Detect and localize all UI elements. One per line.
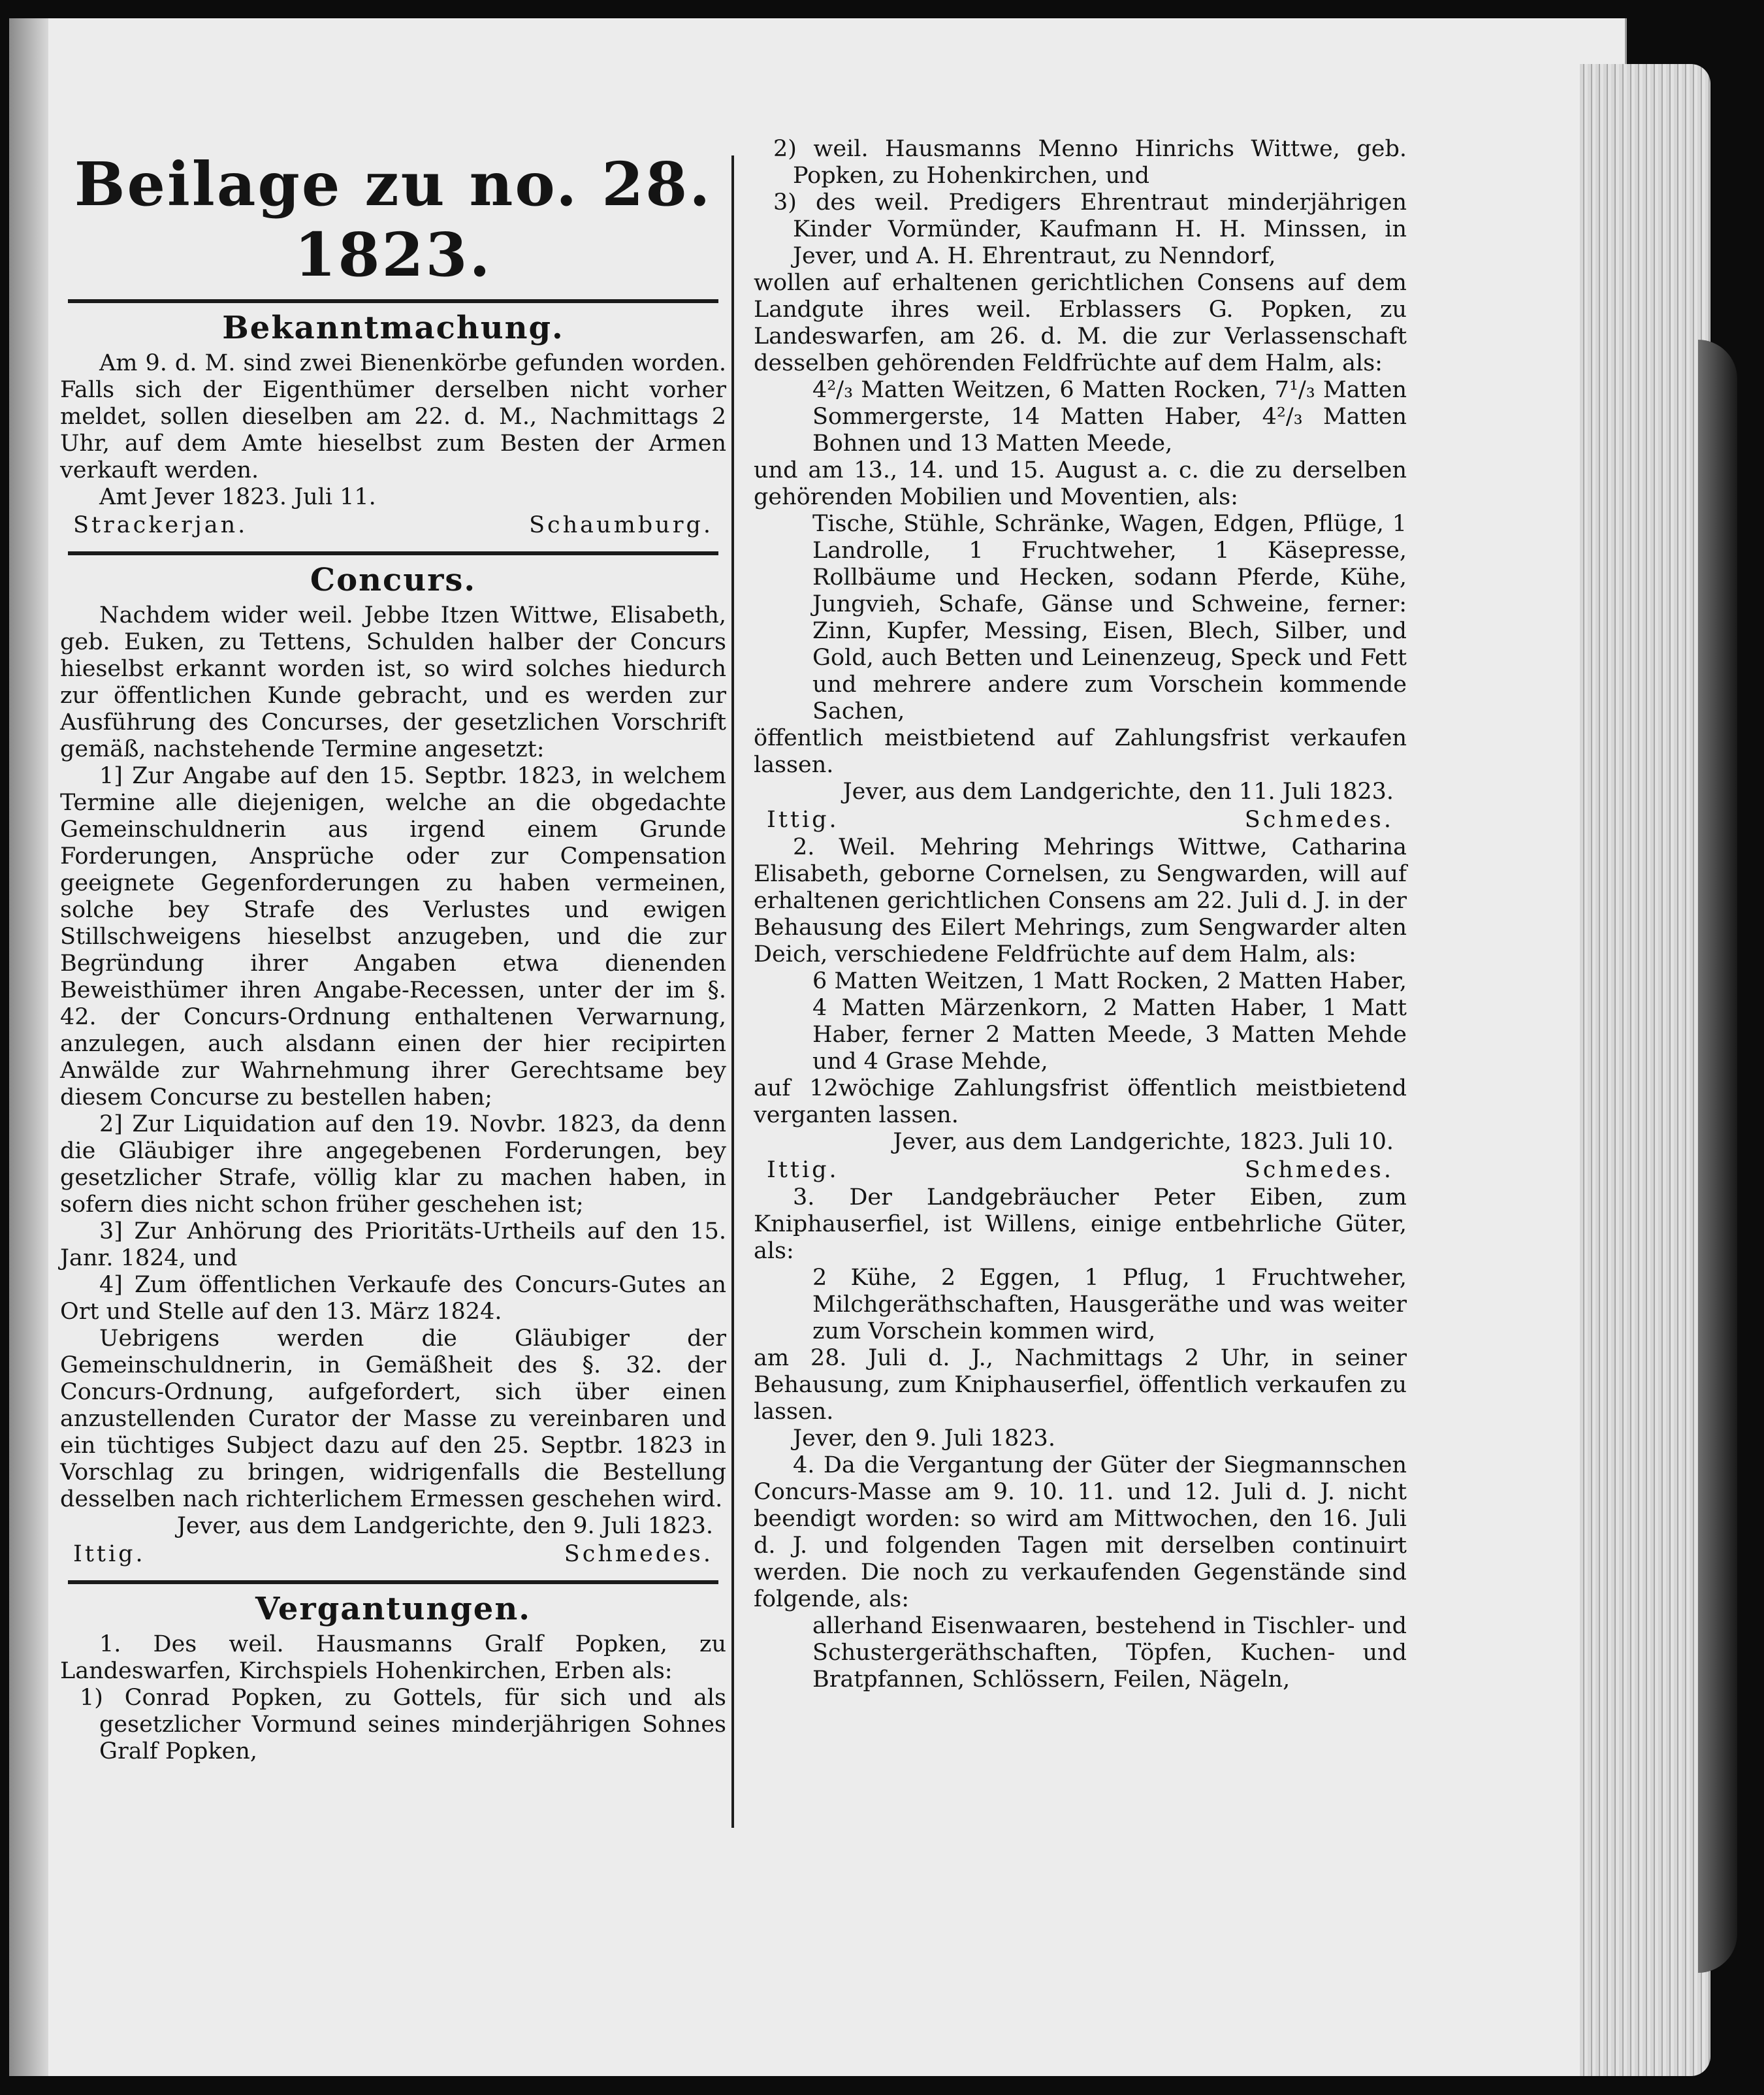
vergantung-2-end: auf 12wöchige Zahlungsfrist öffentlich meistbietend verganten lassen.: [754, 1075, 1407, 1128]
signature-strackerjan: Strackerjan.: [73, 512, 248, 538]
vergantung-4-intro: 4. Da die Vergantung der Güter der Siegmannschen Concurs-Masse am 9. 10. 11. und 12. Juli d. J. nicht beendigt worden: so wird am Mittwochen, den 16. Juli d. J. und folgenden Tagen mit derselben continuirt werden. Die noch zu verkaufenden Gegenstände sind folgende, als:: [754, 1452, 1407, 1612]
concurs-term-1: 1] Zur Angabe auf den 15. Septbr. 1823, in welchem Termine alle diejenigen, welche an die obgedachte Gemeinschuldnerin aus irgend einem Grunde Forderungen, Ansprüche oder zur Compensation geeignete Gegenforderungen zu haben vermeinen, solche bey Strafe des Verlustes und ewigen Stillschweigens hieselbst anzugeben, und die zur Begründung ihrer Angaben etwa dienenden Beweisthümer ihren Angabe-Recessen, unter der im §. 42. der Concurs-Ordnung enthaltenen Verwarnung, anzulegen, auch alsdann einen der hier recipirten Anwälde zur Wahrnehmung ihrer Gerechtsame bey diesem Concurse zu bestellen haben;: [60, 763, 726, 1111]
column-rule: [731, 155, 734, 1828]
vergantung-1-main: wollen auf erhaltenen gerichtlichen Consens auf dem Landgute ihres weil. Erblassers G. Popken, zu Landeswarfen, am 26. d. M. die zur Verlassenschaft desselben gehörenden Feldfrüchte auf dem Halm, als:: [754, 270, 1407, 376]
vergantung-2-signatures: [754, 1156, 1407, 1184]
vergantung-2-intro: 2. Weil. Mehring Mehrings Wittwe, Catharina Elisabeth, geborne Cornelsen, zu Sengwarden, will auf erhaltenen gerichtlichen Consens am 22. Juli d. J. in der Behausung des Eilert Mehrings, zum Sengwarder alten Deich, verschiedene Feldfrüchte auf dem Halm, als:: [754, 834, 1407, 967]
concurs-outro: Uebrigens werden die Gläubiger der Gemeinschuldnerin, in Gemäßheit des §. 32. der Concurs-Ordnung, aufgefordert, sich über einen anzustellenden Curator der Masse zu vereinbaren und ein tüchtiges Subject dazu auf den 25. Septbr. 1823 in Vorschlag zu bringen, widrigenfalls die Bestellung desselben nach richterlichem Ermessen geschehen wird.: [60, 1325, 726, 1512]
concurs-place: Jever, aus dem Landgerichte, den 9. Juli 1823.: [176, 1513, 713, 1539]
signature-schaumburg: Schaumburg.: [529, 512, 713, 538]
concurs-term-3: 3] Zur Anhörung des Prioritäts-Urtheils auf den 15. Janr. 1824, und: [60, 1218, 726, 1271]
signature-ittig: Ittig.: [767, 1157, 839, 1183]
vergantung-1-crops: 4²/₃ Matten Weitzen, 6 Matten Rocken, 7¹/₃ Matten Sommergerste, 14 Matten Haber, 4²/₃ Matten Bohnen und 13 Matten Meede,: [812, 377, 1407, 457]
book-edge-shadow: [1698, 340, 1737, 1973]
masthead: Beilage zu no. 28. 1823.: [74, 149, 713, 290]
section-title-bekanntmachung: Bekanntmachung.: [222, 310, 564, 346]
vergantung-1-intro: 1. Des weil. Hausmanns Gralf Popken, zu Landeswarfen, Kirchspiels Hohenkirchen, Erben als:: [60, 1631, 726, 1684]
concurs-term-4: 4] Zum öffentlichen Verkaufe des Concurs-Gutes an Ort und Stelle auf den 13. März 1824.: [60, 1272, 726, 1325]
section-title-concurs: Concurs.: [310, 562, 477, 598]
signature-schmedes: Schmedes.: [1244, 807, 1394, 833]
signature-schmedes: Schmedes.: [1244, 1157, 1394, 1183]
binding-gutter: [9, 18, 48, 2076]
vergantung-1-items: Tische, Stühle, Schränke, Wagen, Edgen, Pflüge, 1 Landrolle, 1 Fruchtweher, 1 Käsepresse, Rollbäume und Hecken, sodann Pferde, Kühe, Jungvieh, Schafe, Gänse und Schweine, ferner: Zinn, Kupfer, Messing, Eisen, Blech, Silber, und Gold, auch Betten und Leinenzeug, Speck und Fett und mehrere andere zum Vorschein kommende Sachen,: [812, 511, 1407, 724]
newspaper-page: [9, 18, 1627, 2076]
vergantung-1-heir-c: 3) des weil. Predigers Ehrentraut minderjährigen Kinder Vormünder, Kaufmann H. H. Minssen, in Jever, und A. H. Ehrentraut, zu Nenndorf,: [773, 189, 1407, 269]
vergantung-1-main2: und am 13., 14. und 15. August a. c. die zu derselben gehörenden Mobilien und Moventien, als:: [754, 457, 1407, 510]
vergantung-2-crops: 6 Matten Weitzen, 1 Matt Rocken, 2 Matten Haber, 4 Matten Märzenkorn, 2 Matten Haber, 1 Matt Haber, ferner 2 Matten Meede, 3 Matten Mehde und 4 Grase Mehde,: [812, 968, 1407, 1075]
vergantung-3-items: 2 Kühe, 2 Eggen, 1 Pflug, 1 Fruchtweher, Milchgeräthschaften, Hausgeräthe und was weiter zum Vorschein kommen wird,: [812, 1265, 1407, 1344]
vergantung-1-heir-a: 1) Conrad Popken, zu Gottels, für sich und als gesetzlicher Vormund seines minderjährigen Sohnes Gralf Popken,: [80, 1685, 726, 1764]
signature-ittig: Ittig.: [73, 1541, 146, 1567]
vergantung-1-heir-b: 2) weil. Hausmanns Menno Hinrichs Wittwe, geb. Popken, zu Hohenkirchen, und: [773, 136, 1407, 189]
concurs-intro: Nachdem wider weil. Jebbe Itzen Wittwe, Elisabeth, geb. Euken, zu Tettens, Schulden halber der Concurs hieselbst erkannt worden ist, so wird solches hiedurch zur öffentlichen Kunde gebracht, und es werden zur Ausführung des Concurses, der gesetzlichen Vorschrift gemäß, nachstehende Termine angesetzt:: [60, 602, 726, 762]
vergantung-3-intro: 3. Der Landgebräucher Peter Eiben, zum Kniphauserfiel, ist Willens, einige entbehrliche Güter, als:: [754, 1184, 1407, 1264]
section-title-vergantungen: Vergantungen.: [255, 1591, 531, 1627]
vergantung-4-items: allerhand Eisenwaaren, bestehend in Tischler- und Schustergeräthschaften, Töpfen, Kuchen- und Bratpfannen, Schlössern, Feilen, Nägeln,: [812, 1613, 1407, 1693]
vergantung-3-place: Jever, den 9. Juli 1823.: [793, 1425, 1055, 1452]
section-rule: [68, 551, 718, 555]
left-column: [60, 44, 726, 1765]
concurs-signatures: [60, 1540, 726, 1568]
signature-schmedes: Schmedes.: [564, 1541, 713, 1567]
bekanntmachung-signatures: [60, 511, 726, 540]
bekanntmachung-place: Amt Jever 1823. Juli 11.: [99, 484, 376, 510]
vergantung-1-end: öffentlich meistbietend auf Zahlungsfrist verkaufen lassen.: [754, 725, 1407, 778]
right-column: [754, 136, 1407, 1693]
section-rule: [68, 1580, 718, 1584]
signature-ittig: Ittig.: [767, 807, 839, 833]
bekanntmachung-text: Am 9. d. M. sind zwei Bienenkörbe gefunden worden. Falls sich der Eigenthümer derselben nicht vorher meldet, sollen dieselben am 22. d. M., Nachmittags 2 Uhr, auf dem Amte hieselbst zum Besten der Armen verkauft werden.: [60, 350, 726, 483]
vergantung-1-place: Jever, aus dem Landgerichte, den 11. Juli 1823.: [842, 779, 1394, 805]
vergantung-1-signatures: [754, 805, 1407, 834]
masthead-rule: [68, 299, 718, 303]
page-edges: [1580, 64, 1710, 2076]
vergantung-2-place: Jever, aus dem Landgerichte, 1823. Juli 10.: [893, 1129, 1394, 1155]
vergantung-3-end: am 28. Juli d. J., Nachmittags 2 Uhr, in seiner Behausung, zum Kniphauserfiel, öffentlich verkaufen zu lassen.: [754, 1345, 1407, 1425]
concurs-term-2: 2] Zur Liquidation auf den 19. Novbr. 1823, da denn die Gläubiger ihre angegebenen Forderungen, bey gesetzlicher Strafe, völlig klar zu machen haben, in sofern dies nicht schon früher geschehen ist;: [60, 1111, 726, 1218]
